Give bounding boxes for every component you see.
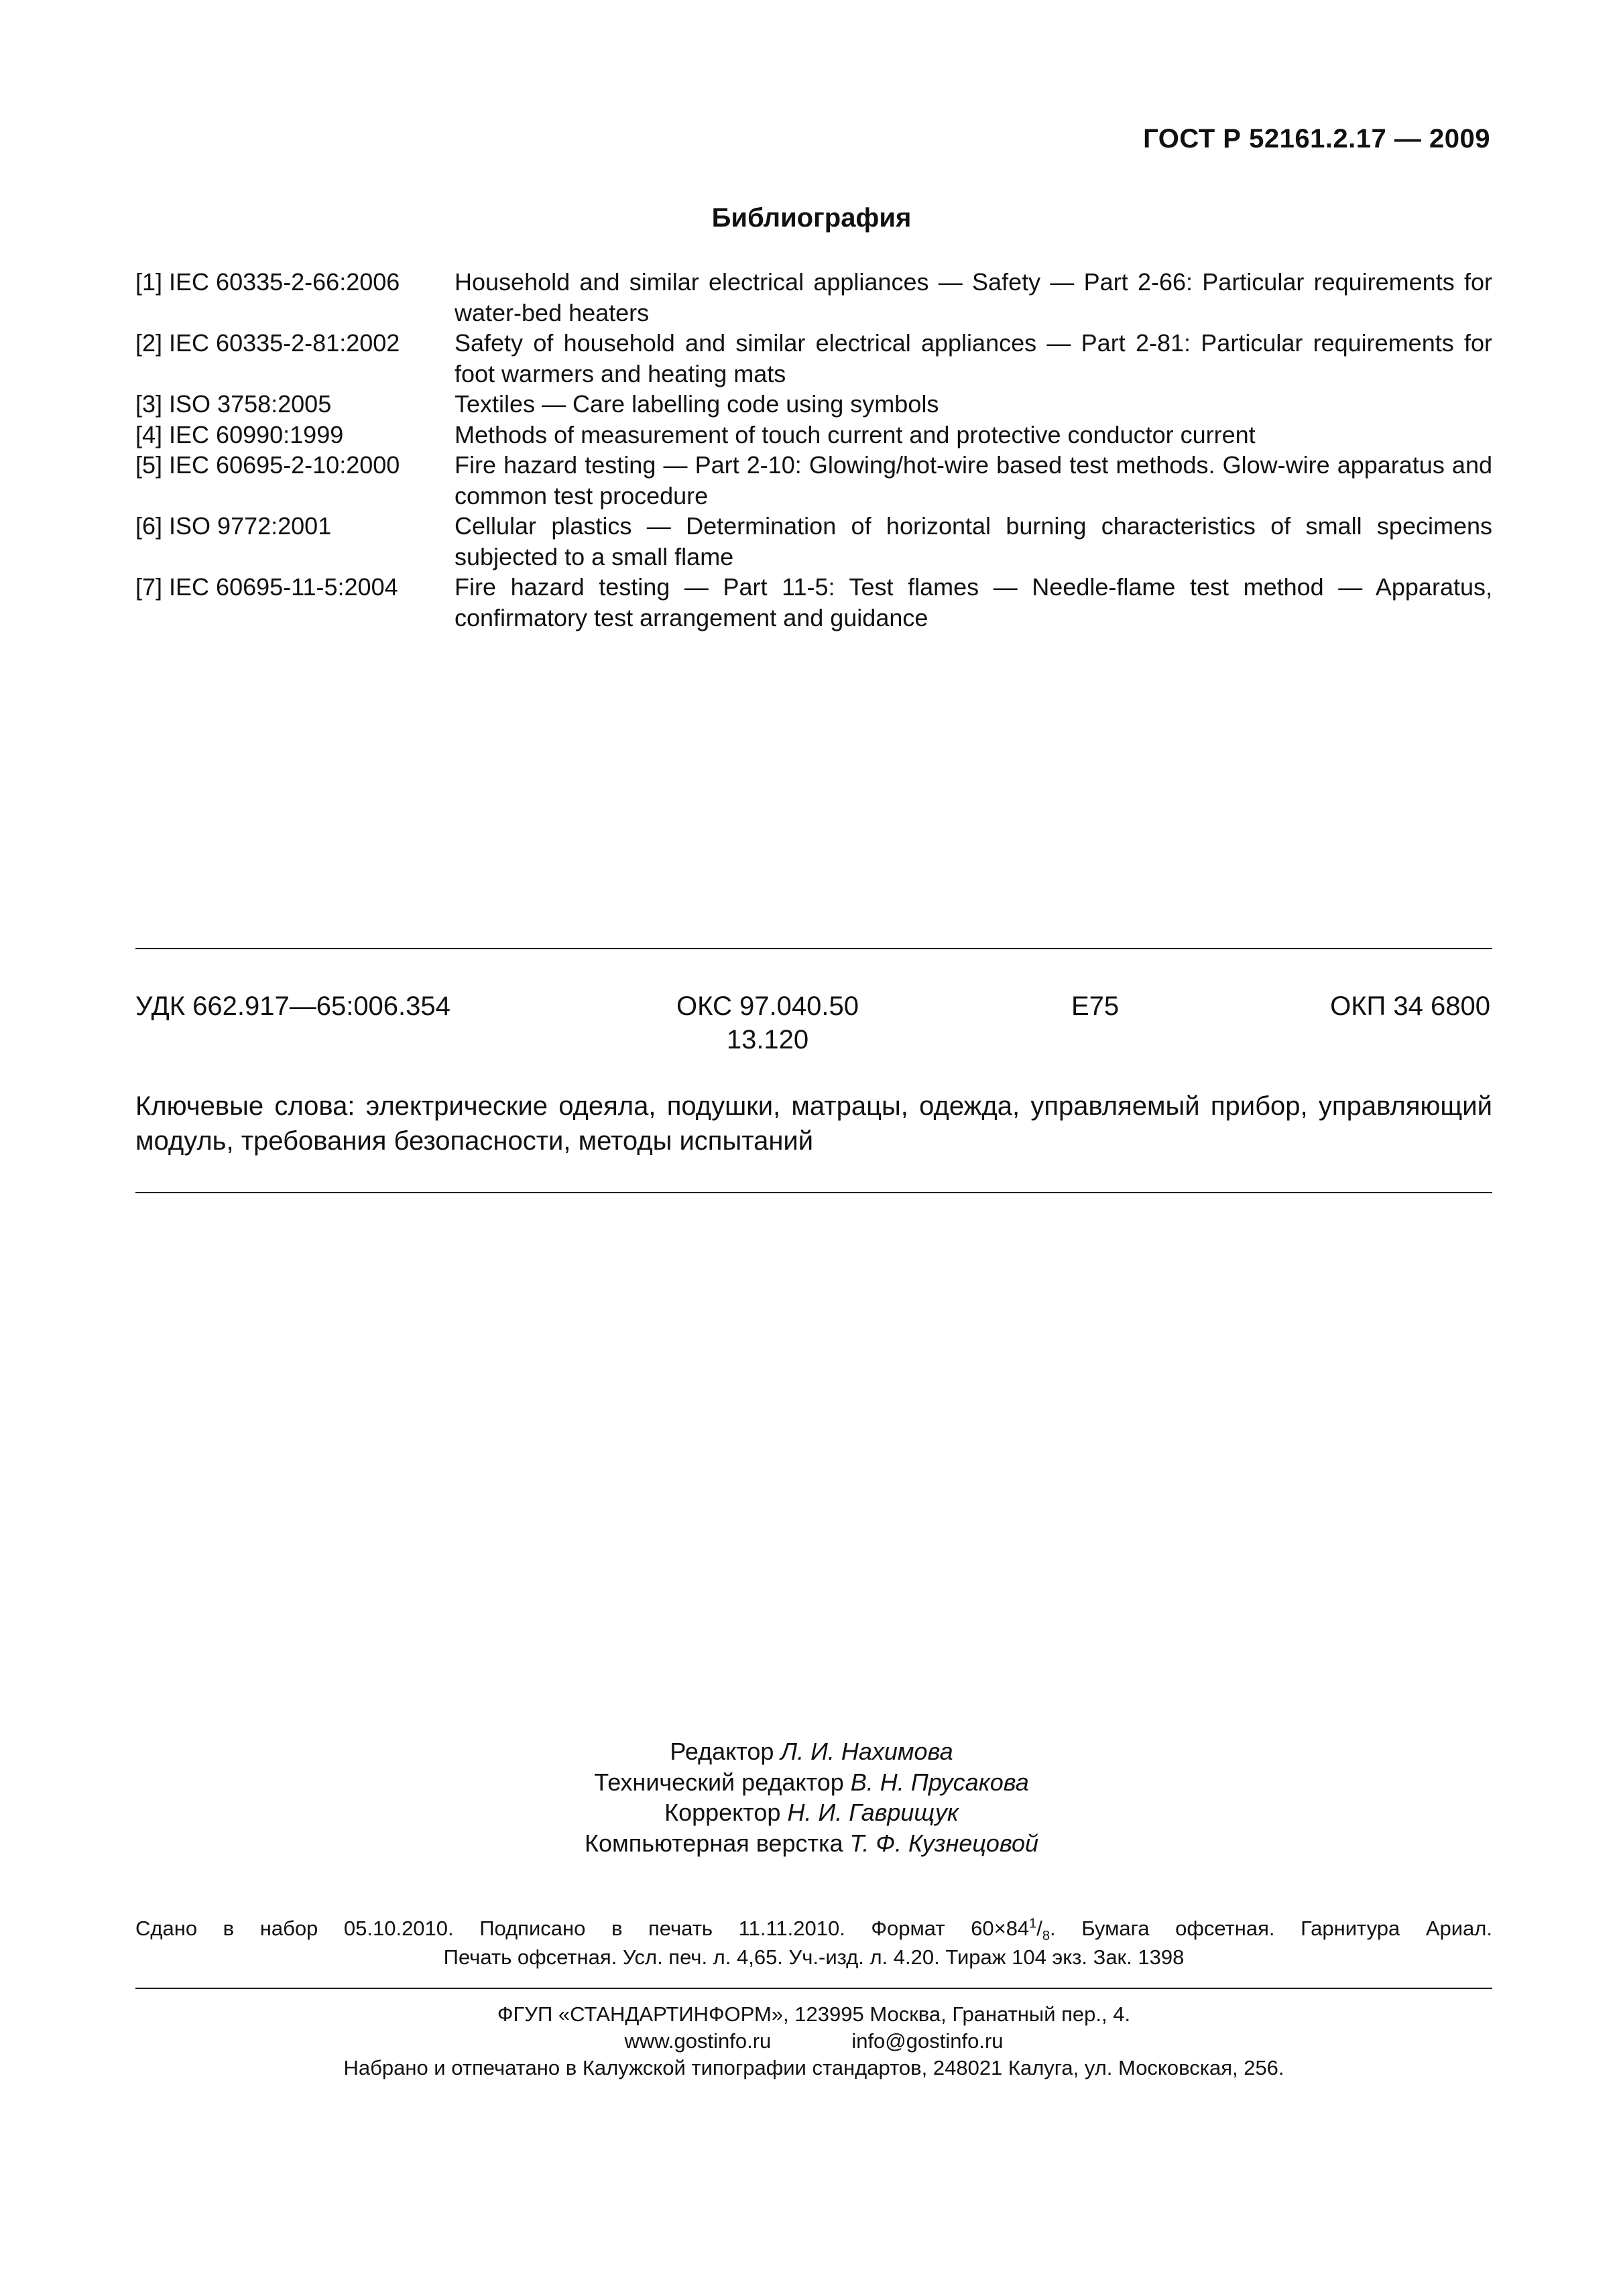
divider-bottom <box>135 1988 1492 1989</box>
staff-role: Технический редактор <box>594 1768 844 1796</box>
bibliography-entry <box>135 267 1492 328</box>
group-code: Е75 <box>1071 991 1120 1021</box>
divider-middle <box>135 1192 1492 1193</box>
staff-role: Компьютерная верстка <box>584 1829 843 1857</box>
udk-code: УДК 662.917—65:006.354 <box>135 991 450 1021</box>
publisher-email: info@gostinfo.ru <box>851 2029 1004 2053</box>
bibliography-list <box>135 267 1492 633</box>
bibliography-entry <box>135 420 1492 450</box>
imprint-line-2: Печать офсетная. Усл. печ. л. 4,65. Уч.-изд. л. 4.20. Тираж 104 экз. Зак. 1398 <box>443 1945 1185 1969</box>
bibliography-ref: [3] ISO 3758:2005 <box>135 390 332 418</box>
printer-info: Набрано и отпечатано в Калужской типографии стандартов, 248021 Калуга, ул. Московская, 256. <box>343 2056 1284 2079</box>
staff-role: Корректор <box>664 1799 781 1826</box>
staff-name: В. Н. Прусакова <box>850 1768 1029 1796</box>
staff-line <box>0 1767 1623 1798</box>
bibliography-title: Cellular plastics — Determination of horizontal burning characteristics of small specimens subjected to a small flame <box>455 512 1492 570</box>
bibliography-ref: [1] IEC 60335-2-66:2006 <box>135 268 400 296</box>
imprint-font: Гарнитура Ариал. <box>1301 1917 1492 1940</box>
bibliography-entry <box>135 450 1492 511</box>
staff-name: Л. И. Нахимова <box>780 1738 953 1765</box>
bibliography-ref: [2] IEC 60335-2-81:2002 <box>135 329 400 357</box>
bibliography-ref: [6] ISO 9772:2001 <box>135 512 332 540</box>
bibliography-title: Fire hazard testing — Part 11-5: Test flames — Needle-flame test method — Apparatus, confirmatory test arrangement and guidance <box>455 573 1492 631</box>
bibliography-title: Fire hazard testing — Part 2-10: Glowing/hot-wire based test methods. Glow-wire apparatus and common test procedure <box>455 451 1492 509</box>
bibliography-entry <box>135 389 1492 420</box>
bibliography-heading: Библиография <box>711 203 912 233</box>
bibliography-ref: [5] IEC 60695-2-10:2000 <box>135 451 400 479</box>
imprint-sent: Сдано в набор 05.10.2010. <box>135 1917 454 1940</box>
bibliography-title: Safety of household and similar electrical appliances — Part 2-81: Particular requirements for foot warmers and heating mats <box>455 329 1492 387</box>
divider-top <box>135 948 1492 949</box>
staff-name: Н. И. Гаврищук <box>787 1799 959 1826</box>
staff-line <box>0 1736 1623 1767</box>
imprint-signed: Подписано в печать 11.11.2010. <box>479 1917 845 1940</box>
keywords: Ключевые слова: электрические одеяла, подушки, матрацы, одежда, управляемый прибор, управляющий модуль, требования безопасности, методы испытаний <box>135 1091 1492 1156</box>
staff-role: Редактор <box>670 1738 774 1765</box>
publisher-address: ФГУП «СТАНДАРТИНФОРМ», 123995 Москва, Гранатный пер., 4. <box>497 2002 1131 2026</box>
staff-line <box>0 1828 1623 1859</box>
imprint-line-1 <box>135 1914 1492 1943</box>
editorial-staff <box>0 1736 1623 1858</box>
bibliography-entry <box>135 328 1492 389</box>
bibliography-title: Textiles — Care labelling code using symbols <box>455 390 939 418</box>
bibliography-ref: [7] IEC 60695-11-5:2004 <box>135 573 398 601</box>
staff-name: Т. Ф. Кузнецовой <box>849 1829 1038 1857</box>
page-header-standard-number: ГОСТ Р 52161.2.17 — 2009 <box>1143 124 1490 154</box>
imprint-paper: Бумага офсетная. <box>1081 1917 1275 1940</box>
staff-line <box>0 1797 1623 1828</box>
publisher-website: www.gostinfo.ru <box>624 2029 772 2053</box>
publisher-info <box>135 2001 1492 2081</box>
bibliography-ref: [4] IEC 60990:1999 <box>135 420 344 448</box>
publisher-contacts <box>135 2028 1492 2055</box>
bibliography-title: Methods of measurement of touch current and protective conductor current <box>455 420 1256 448</box>
oks-code-line1: ОКС 97.040.50 <box>676 991 859 1021</box>
bibliography-entry <box>135 511 1492 572</box>
imprint-format: Формат $60\times 84^1/_8$. <box>871 1916 1056 1944</box>
oks-code-line2: 13.120 <box>726 1025 809 1054</box>
oks-code <box>674 989 861 1056</box>
bibliography-title: Household and similar electrical appliances — Safety — Part 2-66: Particular requirements for water-bed heaters <box>455 268 1492 326</box>
okp-code: ОКП 34 6800 <box>1330 991 1490 1021</box>
bibliography-entry <box>135 572 1492 633</box>
print-imprint <box>135 1914 1492 1972</box>
